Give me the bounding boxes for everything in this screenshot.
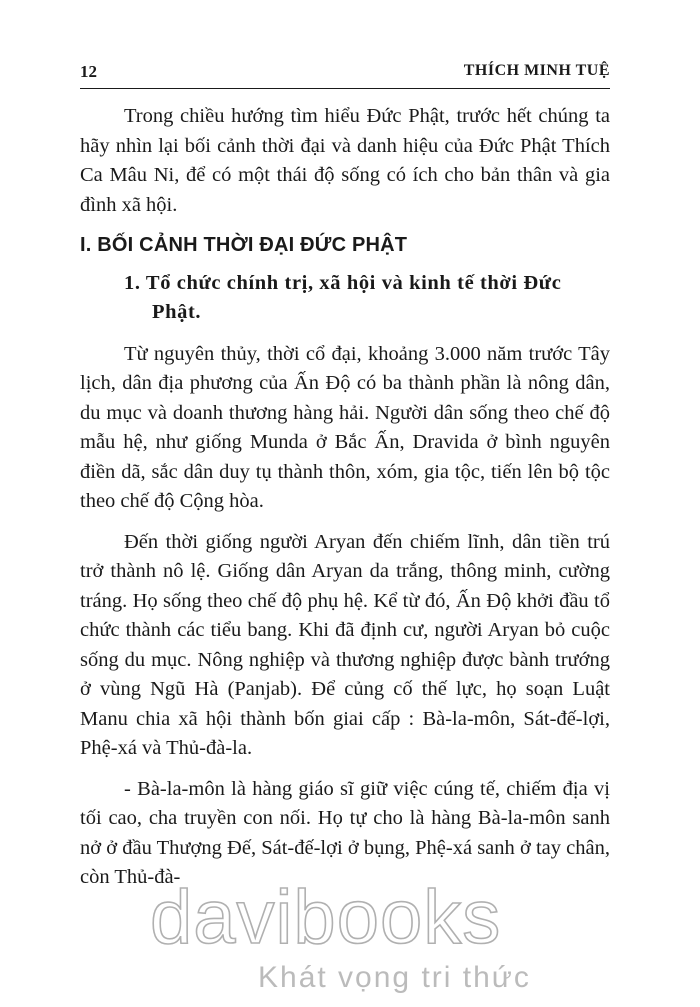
running-title: THÍCH MINH TUỆ <box>463 62 610 79</box>
intro-paragraph: Trong chiều hướng tìm hiểu Đức Phật, trước hết chúng ta hãy nhìn lại bối cảnh thời đại và danh hiệu của Đức Phật Thích Ca Mâu Ni, để có một thái độ sống có ích cho bản thân và gia đình xã hội. <box>80 105 610 216</box>
watermark-brand: davibooks <box>150 875 502 960</box>
header-rule <box>80 88 610 89</box>
page-number: 12 <box>80 62 97 81</box>
watermark-slogan: Khát vọng tri thức <box>258 961 531 994</box>
body-paragraph: Đến thời giống người Aryan đến chiếm lĩnh, dân tiền trú trở thành nô lệ. Giống dân Aryan da trắng, thông minh, cường tráng. Họ sống theo chế độ phụ hệ. Kể từ đó, Ấn Độ khởi đầu tổ chức thành các tiểu bang. Khi đã định cư, người Aryan bỏ cuộc sống du mục. Nông nghiệp và thương nghiệp được bành trướng ở vùng Ngũ Hà (Panjab). Để củng cố thế lực, họ soạn Luật Manu chia xã hội thành bốn giai cấp : Bà-la-môn, Sát-đế-lợi, Phệ-xá và Thủ-đà-la. <box>80 530 610 759</box>
section-heading: I. BỐI CẢNH THỜI ĐẠI ĐỨC PHẬT <box>80 234 408 256</box>
body-paragraph: - Bà-la-môn là hàng giáo sĩ giữ việc cúng tế, chiếm địa vị tối cao, cha truyền con nối. Họ tự cho là hàng Bà-la-môn sanh nở ở đầu Thượng Đế, Sát-đế-lợi ở bụng, Phệ-xá sanh ở tay chân, còn Thủ-đà- <box>80 777 610 888</box>
page-header <box>80 62 610 90</box>
page-body <box>80 102 610 904</box>
subsection-heading: 1. Tổ chức chính trị, xã hội và kinh tế thời Đức Phật. <box>124 271 562 323</box>
body-paragraph: Từ nguyên thủy, thời cổ đại, khoảng 3.000 năm trước Tây lịch, dân địa phương của Ấn Độ có ba thành phần là nông dân, du mục và doanh thương hàng hải. Người dân sống theo chế độ mẫu hệ, như giống Munda ở Bắc Ấn, Dravida ở bình nguyên điền dã, sắc dân duy tụ thành thôn, xóm, gia tộc, tiến lên bộ tộc theo chế độ Cộng hòa. <box>80 342 610 512</box>
